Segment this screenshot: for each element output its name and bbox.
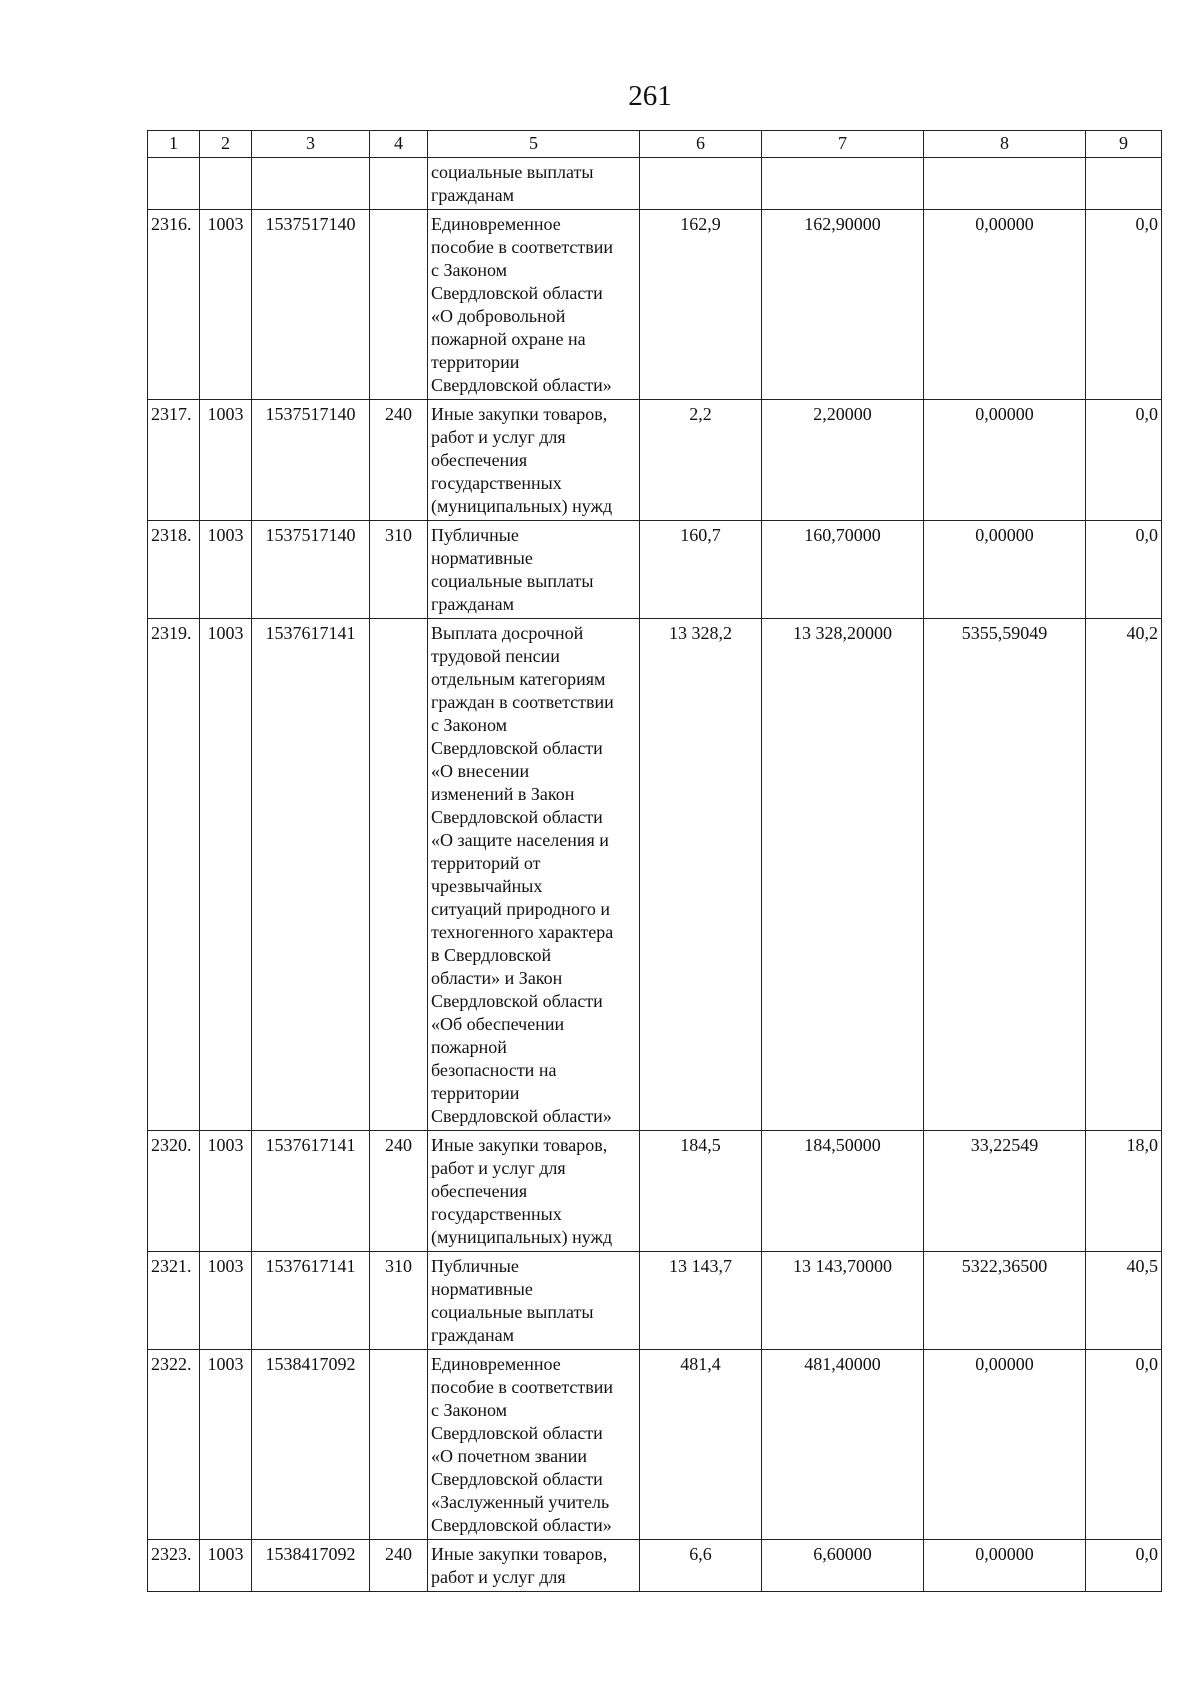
table-row	[148, 400, 1162, 521]
row-description	[428, 1252, 640, 1350]
section-code: 1003	[200, 1252, 252, 1350]
description-line: «О внесении	[431, 761, 530, 781]
description-line: безопасности на	[431, 1060, 557, 1080]
description-line: трудовой пенсии	[431, 646, 560, 666]
section-code: 1003	[200, 619, 252, 1131]
value-col-8: 0,00000	[924, 1540, 1086, 1592]
description-line: Свердловской области»	[431, 375, 612, 395]
description-line: гражданам	[431, 594, 514, 614]
description-line: Иные закупки товаров,	[431, 1544, 608, 1564]
description-line: государственных	[431, 1204, 562, 1224]
value-col-6: 184,5	[640, 1131, 762, 1252]
value-col-6: 2,2	[640, 400, 762, 521]
description-line: пожарной	[431, 1037, 507, 1057]
value-col-8: 0,00000	[924, 1350, 1086, 1540]
target-article-code: 1537517140	[252, 400, 370, 521]
row-number: 2322.	[148, 1350, 200, 1540]
expense-type-code: 240	[370, 1131, 428, 1252]
description-line: Выплата досрочной	[431, 623, 584, 643]
value-col-9	[1086, 158, 1162, 210]
row-number: 2317.	[148, 400, 200, 521]
header-cell: 7	[762, 131, 924, 158]
value-col-6: 481,4	[640, 1350, 762, 1540]
description-line: Свердловской области	[431, 1469, 603, 1489]
description-line: социальные выплаты	[431, 162, 594, 182]
description-line: социальные выплаты	[431, 1302, 594, 1322]
row-description	[428, 619, 640, 1131]
value-col-9: 0,0	[1086, 521, 1162, 619]
description-line: государственных	[431, 473, 562, 493]
description-line: с Законом	[431, 1400, 508, 1420]
value-col-8: 5322,36500	[924, 1252, 1086, 1350]
row-number: 2323.	[148, 1540, 200, 1592]
expense-type-code: 310	[370, 1252, 428, 1350]
section-code: 1003	[200, 1131, 252, 1252]
table-body	[148, 158, 1162, 1592]
description-line: техногенного характера	[431, 922, 614, 942]
row-number: 2319.	[148, 619, 200, 1131]
expense-type-code	[370, 210, 428, 400]
target-article-code: 1538417092	[252, 1350, 370, 1540]
row-number	[148, 158, 200, 210]
expense-type-code	[370, 619, 428, 1131]
row-number: 2321.	[148, 1252, 200, 1350]
value-col-6	[640, 158, 762, 210]
description-line: нормативные	[431, 548, 533, 568]
row-description	[428, 210, 640, 400]
value-col-7: 162,90000	[762, 210, 924, 400]
row-description	[428, 521, 640, 619]
row-number: 2320.	[148, 1131, 200, 1252]
description-line: работ и услуг для	[431, 1158, 566, 1178]
expense-type-code	[370, 1350, 428, 1540]
description-line: изменений в Закон	[431, 784, 575, 804]
header-cell: 8	[924, 131, 1086, 158]
expense-type-code: 240	[370, 400, 428, 521]
target-article-code: 1537617141	[252, 1252, 370, 1350]
target-article-code: 1537517140	[252, 521, 370, 619]
description-line: «О почетном звании	[431, 1446, 588, 1466]
description-line: Свердловской области»	[431, 1106, 612, 1126]
table-row	[148, 1131, 1162, 1252]
description-line: работ и услуг для	[431, 1567, 566, 1587]
value-col-9: 40,2	[1086, 619, 1162, 1131]
value-col-9: 0,0	[1086, 1350, 1162, 1540]
row-description	[428, 1131, 640, 1252]
expense-type-code: 310	[370, 521, 428, 619]
table-row	[148, 210, 1162, 400]
page-number: 261	[628, 80, 672, 112]
section-code	[200, 158, 252, 210]
row-number: 2318.	[148, 521, 200, 619]
row-description	[428, 400, 640, 521]
table-row	[148, 619, 1162, 1131]
description-line: Свердловской области	[431, 738, 603, 758]
value-col-7: 2,20000	[762, 400, 924, 521]
value-col-6: 162,9	[640, 210, 762, 400]
description-line: пособие в соответствии	[431, 1377, 614, 1397]
description-line: «Об обеспечении	[431, 1014, 565, 1034]
description-line: Иные закупки товаров,	[431, 1135, 608, 1155]
target-article-code: 1537617141	[252, 619, 370, 1131]
expense-type-code: 240	[370, 1540, 428, 1592]
description-line: Свердловской области	[431, 991, 603, 1011]
description-line: отдельным категориям	[431, 669, 606, 689]
description-line: (муниципальных) нужд	[431, 496, 613, 516]
table-row	[148, 158, 1162, 210]
value-col-9: 0,0	[1086, 400, 1162, 521]
row-description	[428, 1350, 640, 1540]
description-line: граждан в соответствии	[431, 692, 614, 712]
description-line: Свердловской области	[431, 1423, 603, 1443]
target-article-code	[252, 158, 370, 210]
value-col-7	[762, 158, 924, 210]
description-line: Свердловской области	[431, 283, 603, 303]
table-row	[148, 521, 1162, 619]
value-col-8: 5355,59049	[924, 619, 1086, 1131]
value-col-8: 0,00000	[924, 400, 1086, 521]
value-col-8: 0,00000	[924, 521, 1086, 619]
section-code: 1003	[200, 400, 252, 521]
value-col-7: 160,70000	[762, 521, 924, 619]
target-article-code: 1537517140	[252, 210, 370, 400]
description-line: Свердловской области	[431, 807, 603, 827]
table-row	[148, 1252, 1162, 1350]
target-article-code: 1538417092	[252, 1540, 370, 1592]
description-line: нормативные	[431, 1279, 533, 1299]
value-col-8: 0,00000	[924, 210, 1086, 400]
description-line: Публичные	[431, 1256, 519, 1276]
section-code: 1003	[200, 1350, 252, 1540]
value-col-6: 6,6	[640, 1540, 762, 1592]
description-line: работ и услуг для	[431, 427, 566, 447]
value-col-9: 0,0	[1086, 1540, 1162, 1592]
header-cell: 5	[428, 131, 640, 158]
description-line: чрезвычайных	[431, 876, 543, 896]
table-row	[148, 1540, 1162, 1592]
description-line: территорий от	[431, 853, 541, 873]
description-line: области» и Закон	[431, 968, 563, 988]
value-col-7: 13 328,20000	[762, 619, 924, 1131]
description-line: гражданам	[431, 1325, 514, 1345]
section-code: 1003	[200, 521, 252, 619]
description-line: пожарной охране на	[431, 329, 586, 349]
description-line: «Заслуженный учитель	[431, 1492, 610, 1512]
value-col-6: 13 143,7	[640, 1252, 762, 1350]
budget-table	[147, 130, 1162, 1592]
description-line: социальные выплаты	[431, 571, 594, 591]
description-line: обеспечения	[431, 1181, 528, 1201]
description-line: Свердловской области»	[431, 1515, 612, 1535]
description-line: Единовременное	[431, 1354, 561, 1374]
description-line: ситуаций природного и	[431, 899, 611, 919]
value-col-6: 160,7	[640, 521, 762, 619]
description-line: гражданам	[431, 185, 514, 205]
row-description	[428, 1540, 640, 1592]
value-col-8	[924, 158, 1086, 210]
value-col-9: 40,5	[1086, 1252, 1162, 1350]
description-line: Единовременное	[431, 214, 561, 234]
header-cell: 4	[370, 131, 428, 158]
section-code: 1003	[200, 1540, 252, 1592]
value-col-7: 6,60000	[762, 1540, 924, 1592]
description-line: «О добровольной	[431, 306, 566, 326]
description-line: с Законом	[431, 715, 508, 735]
value-col-7: 184,50000	[762, 1131, 924, 1252]
description-line: в Свердловской	[431, 945, 552, 965]
description-line: с Законом	[431, 260, 508, 280]
header-cell: 6	[640, 131, 762, 158]
value-col-7: 13 143,70000	[762, 1252, 924, 1350]
description-line: Иные закупки товаров,	[431, 404, 608, 424]
header-cell: 3	[252, 131, 370, 158]
description-line: пособие в соответствии	[431, 237, 614, 257]
description-line: (муниципальных) нужд	[431, 1227, 613, 1247]
row-number: 2316.	[148, 210, 200, 400]
value-col-9: 18,0	[1086, 1131, 1162, 1252]
description-line: «О защите населения и	[431, 830, 609, 850]
table-row	[148, 1350, 1162, 1540]
header-cell: 9	[1086, 131, 1162, 158]
target-article-code: 1537617141	[252, 1131, 370, 1252]
section-code: 1003	[200, 210, 252, 400]
value-col-7: 481,40000	[762, 1350, 924, 1540]
header-cell: 2	[200, 131, 252, 158]
expense-type-code	[370, 158, 428, 210]
header-row	[148, 131, 1162, 158]
value-col-6: 13 328,2	[640, 619, 762, 1131]
description-line: обеспечения	[431, 450, 528, 470]
value-col-8: 33,22549	[924, 1131, 1086, 1252]
row-description	[428, 158, 640, 210]
description-line: территории	[431, 352, 520, 372]
description-line: Публичные	[431, 525, 519, 545]
header-cell: 1	[148, 131, 200, 158]
value-col-9: 0,0	[1086, 210, 1162, 400]
description-line: территории	[431, 1083, 520, 1103]
